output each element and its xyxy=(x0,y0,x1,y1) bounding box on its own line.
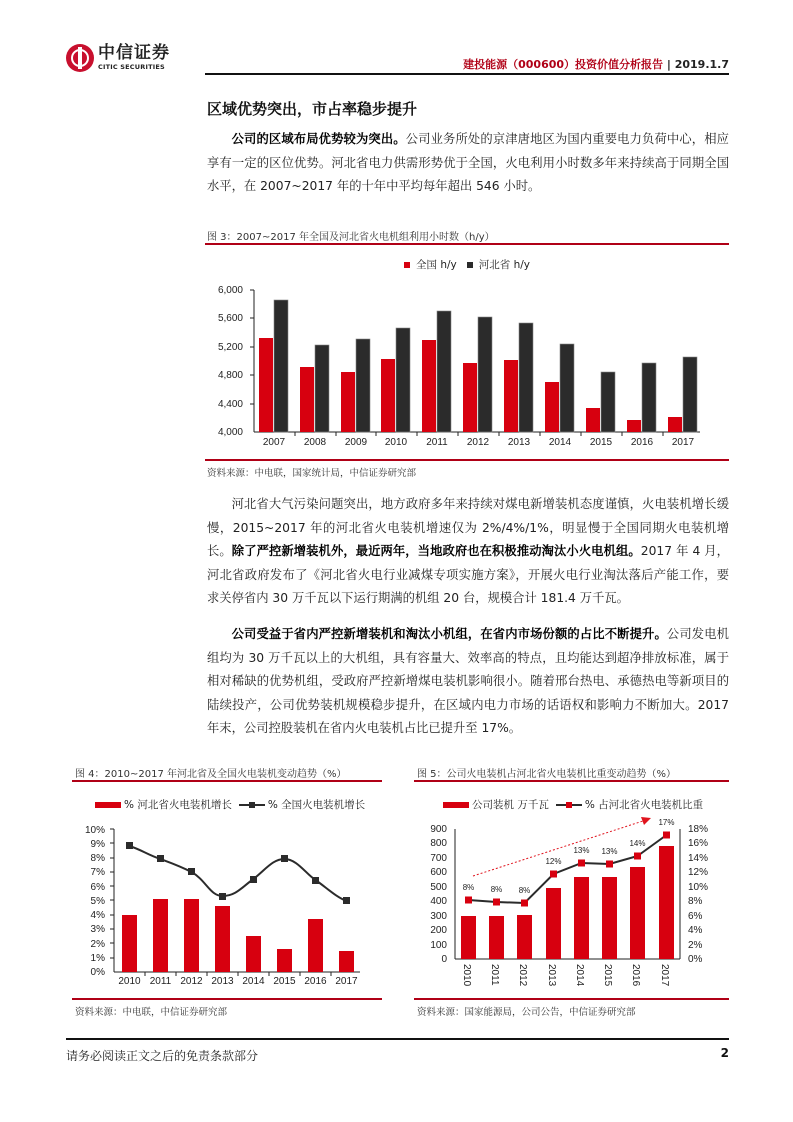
citic-securities-logo xyxy=(66,40,176,76)
legend-label-company-capacity: 公司装机 万千瓦 xyxy=(472,799,549,811)
figure-4-source: 资料来源：中电联，中信证券研究部 xyxy=(75,1007,228,1018)
legend-label-hebei-growth: % 河北省火电装机增长 xyxy=(124,799,232,811)
figure-5-legend xyxy=(443,797,703,812)
legend-line-marker-icon xyxy=(239,801,265,809)
figure-5-combo-chart xyxy=(415,815,715,995)
series-hebei-growth-bars xyxy=(122,899,354,972)
legend-label-hebei: 河北省 h/y xyxy=(478,259,530,271)
svg-text:7%: 7% xyxy=(90,867,105,878)
svg-text:100: 100 xyxy=(430,940,447,951)
svg-text:300: 300 xyxy=(430,911,447,922)
svg-text:2017: 2017 xyxy=(671,437,695,448)
svg-text:400: 400 xyxy=(430,896,447,907)
svg-text:900: 900 xyxy=(430,824,447,835)
svg-text:4,800: 4,800 xyxy=(217,370,243,381)
header-divider xyxy=(205,73,729,75)
svg-text:2017: 2017 xyxy=(335,976,358,985)
legend-line-marker-icon xyxy=(556,801,582,809)
legend-label-national-growth: % 全国火电装机增长 xyxy=(267,799,366,811)
section-title: 区域优势突出，市占率稳步提升 xyxy=(207,100,418,118)
x-axis-labels xyxy=(263,437,695,448)
figure-5-bottom-rule xyxy=(414,998,729,1000)
figure-3-title: 图 3：2007~2017 年全国及河北省火电机组利用小时数（h/y） xyxy=(207,232,495,243)
svg-text:10%: 10% xyxy=(688,882,709,893)
legend-swatch-company-capacity xyxy=(443,802,469,808)
paragraph-body: 公司业务所处的京津唐地区为国内重要电力负荷中心，相应享有一定的区位优势。河北省电力供需形势优于全国，火电利用小时数多年来持续高于同期全国水平，在 2007~2017 年的十年中平均每年超出 546 小时。 xyxy=(207,132,729,193)
series-national-growth-markers xyxy=(126,842,350,904)
figure-5-source: 资料来源：国家能源局，公司公告，中信证券研究部 xyxy=(417,1007,636,1018)
svg-text:500: 500 xyxy=(430,882,447,893)
svg-text:5%: 5% xyxy=(90,896,105,907)
svg-text:5,600: 5,600 xyxy=(217,313,243,324)
figure-3-legend xyxy=(404,257,530,272)
svg-text:2010: 2010 xyxy=(384,437,408,448)
header-separator: | xyxy=(663,58,675,71)
svg-text:700: 700 xyxy=(430,853,447,864)
svg-text:200: 200 xyxy=(430,925,447,936)
svg-text:8%: 8% xyxy=(462,883,475,892)
svg-text:9%: 9% xyxy=(90,839,105,850)
figure-5-top-rule xyxy=(414,780,729,782)
svg-text:10%: 10% xyxy=(84,825,105,836)
svg-text:5,200: 5,200 xyxy=(217,342,243,353)
svg-text:2013: 2013 xyxy=(546,964,557,987)
legend-swatch-hebei-growth xyxy=(95,802,121,808)
logo-chinese-name: 中信证券 xyxy=(98,43,170,64)
report-date: 2019.1.7 xyxy=(674,58,729,71)
svg-text:2008: 2008 xyxy=(303,437,327,448)
svg-text:600: 600 xyxy=(430,867,447,878)
y-axis-ticks xyxy=(218,285,243,438)
svg-text:16%: 16% xyxy=(688,838,709,849)
ytick: 4,000 xyxy=(217,427,243,438)
figure-4-combo-chart xyxy=(70,820,370,985)
svg-text:4%: 4% xyxy=(90,910,105,921)
figure-3-source: 资料来源：中电联，国家统计局，中信证券研究部 xyxy=(207,468,417,479)
svg-text:8%: 8% xyxy=(490,885,503,894)
legend-label-national: 全国 h/y xyxy=(416,259,457,271)
svg-text:8%: 8% xyxy=(90,853,105,864)
figure-4-top-rule xyxy=(72,780,382,782)
svg-text:2015: 2015 xyxy=(273,976,296,985)
paragraph-hebei-pollution xyxy=(207,493,729,611)
svg-text:6%: 6% xyxy=(688,911,703,922)
svg-text:1%: 1% xyxy=(90,953,105,964)
figure-3-bar-chart xyxy=(205,280,715,450)
svg-text:2013: 2013 xyxy=(507,437,531,448)
figure-3-top-rule xyxy=(205,243,729,245)
svg-text:12%: 12% xyxy=(545,857,562,866)
svg-text:2007: 2007 xyxy=(262,437,286,448)
svg-text:2011: 2011 xyxy=(489,964,500,986)
svg-text:0%: 0% xyxy=(688,954,703,965)
figure-5-title: 图 5：公司火电装机占河北省火电装机比重变动趋势（%） xyxy=(417,769,677,780)
paragraph-body-a: 河北省大气污染问题突出，地方政府多年来持续对煤电新增装机态度谨慎，火电装机增长缓慢，2015~2017 年的河北省火电装机增速仅为 2%/4%/1%，明显慢于全国同期火电装机增长。 xyxy=(207,497,729,558)
paragraph-lead: 公司的区域布局优势较为突出。 xyxy=(231,132,406,146)
svg-text:2012: 2012 xyxy=(517,964,528,987)
report-title: 建投能源（000600）投资价值分析报告 xyxy=(463,58,664,71)
svg-text:13%: 13% xyxy=(573,846,590,855)
paragraph-body: 公司发电机组均为 30 万千瓦以上的大机组，具有容量大、效率高的特点，且均能达到超净排放标准，属于相对稀缺的优势机组，受政府严控新增煤电装机影响很小。随着邢台热电、承德热电等新项目的陆续投产，公司优势装机规模稳步提升，在区域内电力市场的话语权和影响力不断加大。2017 年末，公司控股装机在省内火电装机占比已提升至 17%。 xyxy=(207,627,729,735)
svg-text:2016: 2016 xyxy=(304,976,327,985)
svg-text:2015: 2015 xyxy=(589,437,613,448)
svg-text:2012: 2012 xyxy=(466,437,490,448)
paragraph-market-share xyxy=(207,623,729,741)
series-national-growth-line xyxy=(130,846,347,901)
paragraph-body-b: 2017 年 4 月，河北省政府发布了《河北省火电行业减煤专项实施方案》，开展火电行业淘汰落后产能工作，要求关停省内 30 万千瓦以下运行期满的机组 20 台，规模合计 181.4 万千瓦。 xyxy=(207,544,729,605)
svg-text:14%: 14% xyxy=(629,839,646,848)
figure-3-bottom-rule xyxy=(205,459,729,461)
svg-text:2011: 2011 xyxy=(426,437,448,448)
svg-text:18%: 18% xyxy=(688,824,709,835)
svg-text:2013: 2013 xyxy=(211,976,234,985)
svg-text:17%: 17% xyxy=(658,818,675,827)
svg-text:13%: 13% xyxy=(601,847,618,856)
svg-text:800: 800 xyxy=(430,838,447,849)
svg-text:2015: 2015 xyxy=(602,964,613,987)
svg-text:2010: 2010 xyxy=(461,964,472,987)
svg-text:14%: 14% xyxy=(688,853,709,864)
svg-text:8%: 8% xyxy=(518,886,531,895)
svg-text:2014: 2014 xyxy=(548,437,572,448)
svg-text:2011: 2011 xyxy=(149,976,172,985)
svg-text:2%: 2% xyxy=(90,939,105,950)
svg-text:2016: 2016 xyxy=(630,964,641,987)
svg-text:2010: 2010 xyxy=(118,976,141,985)
footer-divider xyxy=(66,1038,729,1040)
svg-text:2009: 2009 xyxy=(344,437,368,448)
svg-text:2016: 2016 xyxy=(630,437,654,448)
svg-text:4%: 4% xyxy=(688,925,703,936)
svg-text:8%: 8% xyxy=(688,896,703,907)
svg-text:6,000: 6,000 xyxy=(217,285,243,296)
figure-4-title: 图 4：2010~2017 年河北省及全国火电装机变动趋势（%） xyxy=(75,769,347,780)
svg-text:0%: 0% xyxy=(90,967,105,978)
footer-disclaimer: 请务必阅读正文之后的免责条款部分 xyxy=(66,1049,259,1063)
svg-text:2017: 2017 xyxy=(659,964,670,987)
trend-arrow-head-icon xyxy=(641,817,651,825)
citic-logo-icon xyxy=(66,44,94,72)
figure-4-legend xyxy=(95,797,365,812)
logo-english-name: CITIC SECURITIES xyxy=(98,63,165,72)
svg-text:2014: 2014 xyxy=(242,976,265,985)
svg-text:2014: 2014 xyxy=(574,964,585,987)
svg-text:4,400: 4,400 xyxy=(217,399,243,410)
series-hebei-bars xyxy=(274,300,697,432)
legend-swatch-hebei xyxy=(467,262,473,268)
paragraph-lead: 公司受益于省内严控新增装机和淘汰小机组，在省内市场份额的占比不断提升。 xyxy=(231,627,667,641)
x-axis-labels xyxy=(461,964,670,987)
paragraph-regional-advantage xyxy=(207,128,729,199)
paragraph-emphasis: 除了严控新增装机外，最近两年，当地政府也在积极推动淘汰小火电机组。 xyxy=(231,544,641,558)
figure-4-bottom-rule xyxy=(72,998,382,1000)
svg-text:3%: 3% xyxy=(90,924,105,935)
svg-text:2012: 2012 xyxy=(180,976,203,985)
legend-label-share: % 占河北省火电装机比重 xyxy=(584,799,704,811)
svg-text:6%: 6% xyxy=(90,882,105,893)
report-header xyxy=(463,56,729,72)
svg-text:2%: 2% xyxy=(688,940,703,951)
legend-swatch-national xyxy=(404,262,410,268)
svg-text:0: 0 xyxy=(441,954,447,965)
svg-text:12%: 12% xyxy=(688,867,709,878)
page-number: 2 xyxy=(720,1046,729,1060)
